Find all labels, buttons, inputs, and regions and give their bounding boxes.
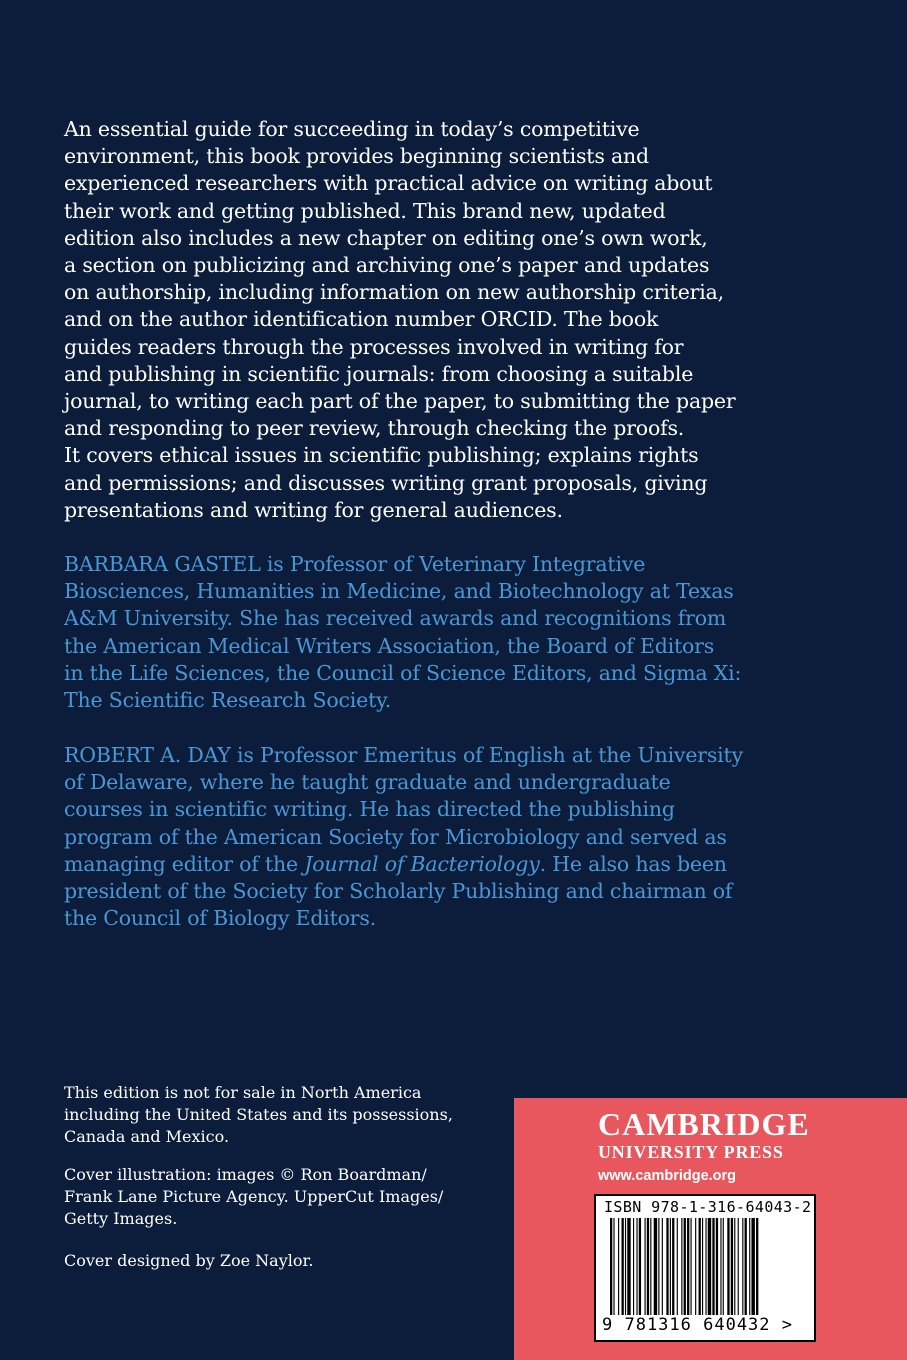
barcode-bar [654,1218,657,1318]
note-line: including the United States and its possessions, [64,1105,453,1124]
note-line: Cover illustration: images © Ron Boardman/ [64,1165,427,1184]
bio-line: in the Life Sciences, the Council of Science Editors, and Sigma Xi: [64,660,742,685]
barcode-bar [699,1218,701,1318]
cover-design-credit [64,1250,504,1272]
barcode-bar [756,1218,758,1318]
barcode-bar [727,1218,729,1318]
description-line: on authorship, including information on new authorship criteria, [64,280,724,305]
description-line: and on the author identification number ORCID. The book [64,307,659,332]
note-line: Getty Images. [64,1209,178,1228]
barcode-bar [677,1218,678,1318]
barcode-bar [723,1218,724,1318]
note-line: Canada and Mexico. [64,1127,230,1146]
description-line: journal, to writing each part of the paper, to submitting the paper [64,389,736,414]
barcode-bar [712,1218,714,1318]
book-description [64,116,864,524]
isbn-label: ISBN 978-1-316-64043-2 [604,1198,812,1216]
barcode-bar [751,1218,754,1318]
description-line: and permissions; and discusses writing grant proposals, giving [64,470,708,495]
barcode-bar [734,1218,735,1318]
barcode-bar [613,1218,614,1318]
bio-line-part: . He also has been [539,851,727,876]
description-line: presentations and writing for general audiences. [64,497,563,522]
bio-line-journal [64,851,864,878]
isbn-barcode [594,1194,816,1342]
description-line: It covers ethical issues in scientific publishing; explains rights [64,443,699,468]
bio-line: the American Medical Writers Association, the Board of Editors [64,633,715,658]
barcode-bar [627,1218,630,1318]
sale-restriction-note [64,1082,504,1148]
barcode-bar [731,1218,733,1318]
description-line: a section on publicizing and archiving one’s paper and updates [64,253,710,278]
description-line: environment, this book provides beginning scientists and [64,144,649,169]
barcode-bar [650,1218,651,1318]
description-line: edition also includes a new chapter on editing one’s own work, [64,225,708,250]
barcode-bar [633,1218,634,1318]
bio-line: courses in scientific writing. He has directed the publishing [64,797,675,822]
barcode-bar [684,1218,686,1318]
barcode-bar [639,1218,641,1318]
author-bio-day [64,742,864,932]
barcode-bar [716,1218,718,1318]
barcode-bar [670,1218,671,1318]
bio-line: Biosciences, Humanities in Medicine, and Biotechnology at Texas [64,579,734,604]
note-line: Frank Lane Picture Agency. UpperCut Images/ [64,1187,444,1206]
barcode-bar [672,1218,674,1318]
barcode-bar [742,1218,743,1318]
barcode-bar [658,1218,659,1318]
barcode-bar [745,1218,747,1318]
note-line: Cover designed by Zoe Naylor. [64,1251,314,1270]
publisher-name: CAMBRIDGE [598,1106,810,1142]
publisher-subtitle: UNIVERSITY PRESS [598,1142,784,1162]
barcode-bar [691,1218,692,1318]
barcode-bar [636,1218,637,1318]
bio-line: program of the American Society for Microbiology and served as [64,824,727,849]
description-line: and publishing in scientific journals: from choosing a suitable [64,361,694,386]
barcode-bar [687,1218,689,1318]
barcode-bar [625,1218,626,1318]
bio-line: of Delaware, where he taught graduate and undergraduate [64,770,671,795]
description-line: their work and getting published. This brand new, updated [64,198,666,223]
note-line: This edition is not for sale in North America [64,1083,422,1102]
barcode-digits: 9 781316 640432 > [602,1315,793,1335]
barcode-bar [681,1218,682,1318]
bio-line: BARBARA GASTEL is Professor of Veterinary Integrative [64,552,646,576]
barcode-bar [738,1218,739,1318]
barcode-bar [720,1218,721,1318]
bio-line: the Council of Biology Editors. [64,906,377,931]
barcode-bar [662,1218,663,1318]
barcode-bar [708,1218,711,1318]
journal-title: Journal of Bacteriology [304,851,540,876]
barcode-bar [702,1218,703,1318]
publisher-url: www.cambridge.org [598,1168,737,1184]
description-line: experienced researchers with practical advice on writing about [64,171,713,196]
cover-illustration-credit [64,1164,504,1230]
barcode-bar [610,1218,612,1318]
description-line: An essential guide for succeeding in today’s competitive [64,117,640,141]
bio-line: The Scientific Research Society. [64,688,392,713]
description-line: and responding to peer review, through checking the proofs. [64,416,685,441]
barcode-bar [695,1218,696,1318]
bio-line: president of the Society for Scholarly Publishing and chairman of [64,879,733,904]
author-bio-gastel [64,551,864,714]
barcode-bar [749,1218,750,1318]
barcode-bar [705,1218,706,1318]
bio-line: ROBERT A. DAY is Professor Emeritus of English at the University [64,743,743,767]
barcode-bar [622,1218,624,1318]
bio-line: A&M University. She has received awards and recognitions from [64,606,727,631]
barcode-bar [666,1218,668,1318]
barcode-bar [647,1218,649,1318]
barcode-bar [618,1218,619,1318]
description-line: guides readers through the processes involved in writing for [64,334,684,359]
publisher-panel [514,1098,907,1360]
barcode-bar [645,1218,646,1318]
bio-line-part: managing editor of the [64,851,305,876]
